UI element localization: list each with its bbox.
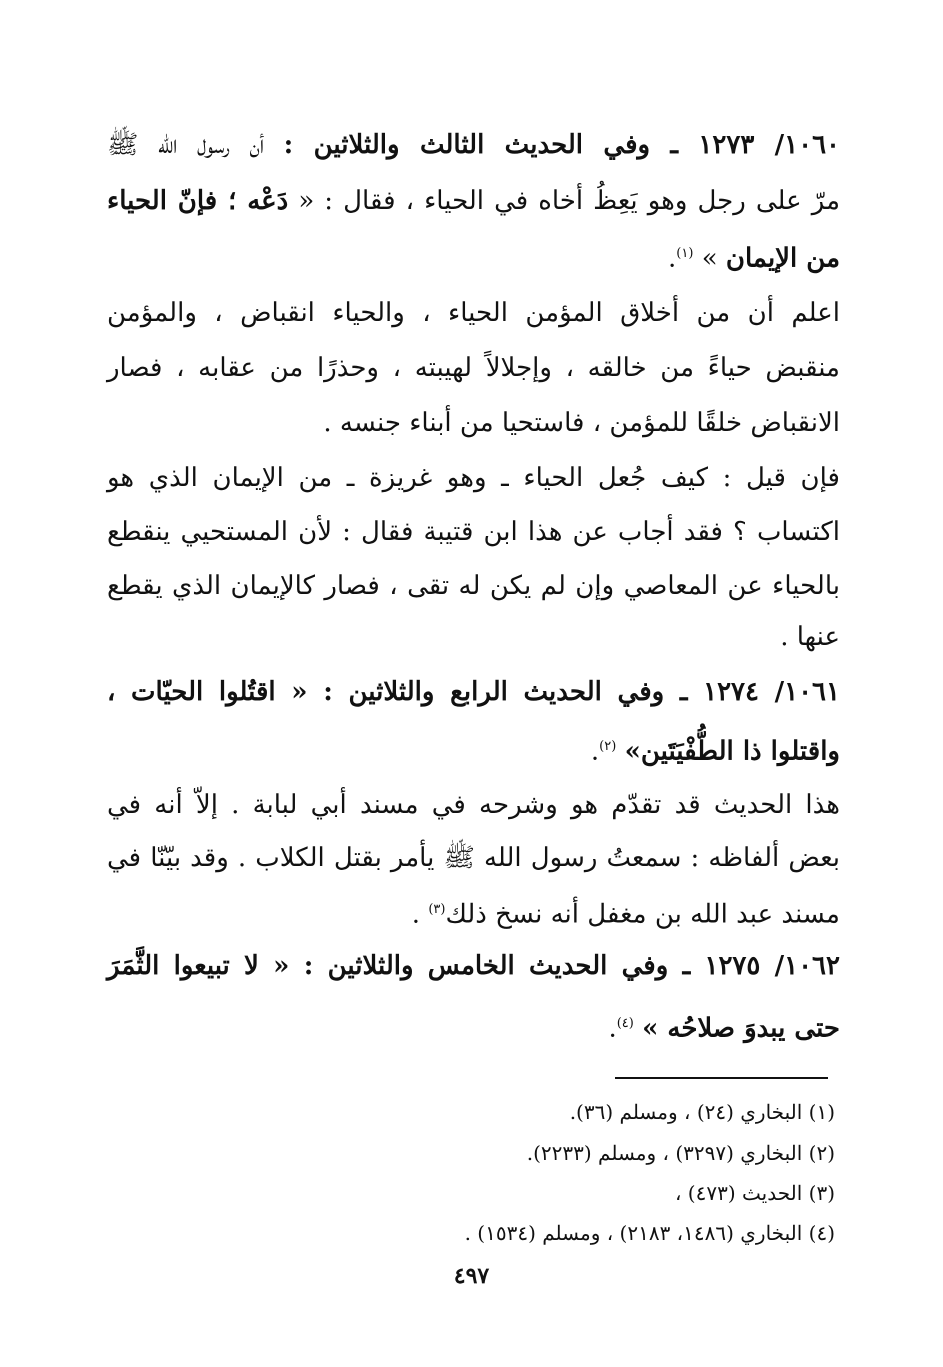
hadith-1062-line-2 bbox=[107, 1004, 840, 1049]
hadith-text: أن رسول الله ﷺ bbox=[107, 130, 265, 160]
hadith-text: مرّ على رجل وهو يَعِظُ أخاه في الحياء ، فقال : « bbox=[298, 186, 840, 216]
hadith-heading: ١٠٦٠/ ١٢٧٣ ـ وفي الحديث الثالث والثلاثين : bbox=[283, 130, 841, 160]
commentary-line: منقبض حياءً من خالقه ، وإجلالاً لهيبته ، وحذرًا من عقابه ، فصار bbox=[107, 353, 840, 383]
footnote-1: (١) البخاري (٢٤) ، ومسلم (٣٦). bbox=[569, 1100, 835, 1124]
period: . bbox=[668, 243, 677, 274]
hadith-1061-line-1: ١٠٦١/ ١٢٧٤ ـ وفي الحديث الرابع والثلاثين : « اقتُلوا الحيّات ، bbox=[107, 677, 840, 707]
hadith-1060-line-2 bbox=[107, 181, 840, 221]
footnote-separator bbox=[615, 1077, 828, 1079]
page-number: ٤٩٧ bbox=[453, 1263, 490, 1289]
commentary-line: الانقباض خلقًا للمؤمن ، فاستحيا من أبناء جنسه . bbox=[323, 408, 840, 438]
hadith-1060-line-3 bbox=[107, 234, 840, 279]
hadith-quote: واقتلوا ذا الطُّفْيَتَين» bbox=[624, 736, 840, 767]
footnote-ref-4: (٤) bbox=[616, 1016, 634, 1031]
commentary-line: فإن قيل : كيف جُعل الحياء ـ وهو غريزة ـ من الإيمان الذي هو bbox=[107, 463, 840, 493]
footnote-2: (٢) البخاري (٣٢٩٧) ، ومسلم (٢٢٣٣). bbox=[526, 1141, 835, 1165]
quote-close: » bbox=[701, 243, 718, 274]
commentary-text: مسند عبد الله بن مغفل أنه نسخ ذلك bbox=[445, 899, 840, 930]
footnote-ref-2: (٢) bbox=[599, 739, 617, 754]
commentary-line: اكتساب ؟ فقد أجاب عن هذا ابن قتيبة فقال : لأن المستحيي ينقطع bbox=[107, 517, 840, 547]
commentary-line: هذا الحديث قد تقدّم هو وشرحه في مسند أبي لبابة . إلاّ أنه في bbox=[107, 790, 840, 820]
commentary-line bbox=[107, 890, 840, 935]
hadith-1061-line-2 bbox=[107, 727, 840, 772]
period: . bbox=[590, 736, 600, 767]
commentary-line: عنها . bbox=[780, 622, 840, 652]
footnote-4: (٤) البخاري (١٤٨٦، ٢١٨٣) ، ومسلم (١٥٣٤) . bbox=[464, 1221, 835, 1245]
hadith-quote: دَعْه ؛ فإنّ الحياء bbox=[107, 186, 289, 216]
footnote-3: (٣) الحديث (٤٧٣) ، bbox=[674, 1181, 835, 1205]
period: . bbox=[411, 899, 421, 930]
period: . bbox=[608, 1013, 617, 1044]
footnote-ref-3: (٣) bbox=[428, 902, 446, 917]
hadith-1060-line-1 bbox=[107, 125, 840, 165]
commentary-line: بعض ألفاظه : سمعتُ رسول الله ﷺ يأمر بقتل الكلاب . وقد بيّنّا في bbox=[107, 843, 840, 873]
hadith-1062-line-1: ١٠٦٢/ ١٢٧٥ ـ وفي الحديث الخامس والثلاثين : « لا تبيعوا الثَّمَرَ bbox=[107, 951, 840, 981]
hadith-quote: حتى يبدوَ صلاحُه » bbox=[642, 1013, 840, 1044]
commentary-line: بالحياء عن المعاصي وإن لم يكن له تقى ، فصار كالإيمان الذي يقطع bbox=[107, 571, 840, 601]
footnote-ref-1: (١) bbox=[676, 246, 694, 261]
hadith-quote: من الإيمان bbox=[725, 243, 840, 274]
commentary-line: اعلم أن من أخلاق المؤمن الحياء ، والحياء انقباض ، والمؤمن bbox=[107, 298, 840, 328]
